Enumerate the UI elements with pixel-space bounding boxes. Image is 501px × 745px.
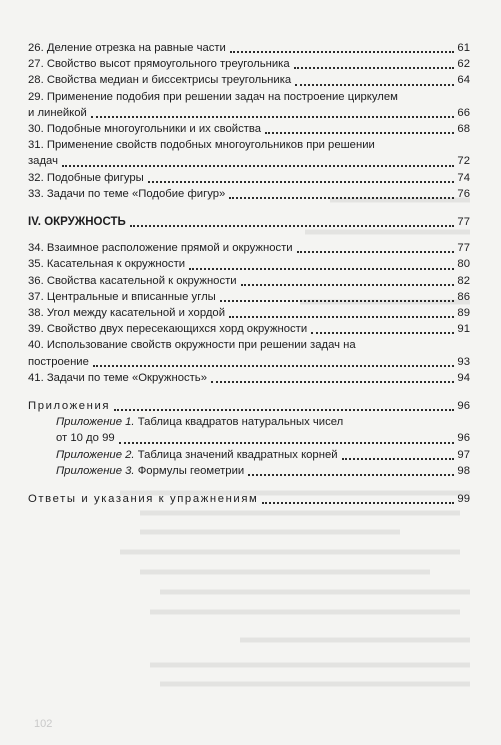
- toc-entry-39[interactable]: [28, 321, 470, 337]
- toc-entry-label: 32. Подобные фигуры: [28, 171, 144, 184]
- dot-leader: [262, 501, 454, 504]
- appendix-text-line2: от 10 до 99: [56, 432, 115, 445]
- dot-leader: [114, 408, 454, 411]
- dot-leader: [148, 180, 454, 183]
- toc-entry-label: 41. Задачи по теме «Окружность»: [28, 371, 207, 384]
- toc-entry-label-line2: задач: [28, 155, 58, 168]
- toc-entry-page: 99: [457, 493, 470, 506]
- toc-entry-page: 66: [457, 106, 470, 119]
- toc-entry-36[interactable]: [28, 273, 470, 289]
- appendix-title: Приложения: [28, 400, 111, 413]
- toc-entry-page: 82: [457, 274, 470, 287]
- toc-entry-29[interactable]: [28, 89, 470, 121]
- toc-entry-label: 34. Взаимное расположение прямой и окружности: [28, 242, 293, 255]
- toc-appendix-1[interactable]: [28, 414, 470, 446]
- appendix-label: Приложение 3.: [56, 464, 135, 477]
- toc-entry-page: 86: [457, 290, 470, 303]
- toc-entry-27[interactable]: [28, 56, 470, 72]
- toc-entry-label: 28. Свойства медиан и биссектрисы треугольника: [28, 74, 292, 87]
- toc-entry-41[interactable]: [28, 370, 470, 386]
- toc-entry-label: 39. Свойство двух пересекающихся хорд окружности: [28, 323, 308, 336]
- dot-leader: [295, 83, 454, 86]
- dot-leader: [130, 224, 454, 227]
- toc-entry-label: 26. Деление отрезка на равные части: [28, 42, 226, 54]
- toc-appendix[interactable]: [28, 398, 470, 414]
- table-of-contents: [28, 40, 470, 507]
- toc-answers[interactable]: [28, 491, 470, 507]
- toc-entry-35[interactable]: [28, 256, 470, 272]
- toc-entry-page: 96: [457, 432, 470, 445]
- toc-entry-page: 77: [457, 242, 470, 255]
- toc-entry-page: 72: [457, 155, 470, 168]
- toc-entry-page: 61: [457, 42, 470, 54]
- dot-leader: [311, 331, 454, 334]
- dot-leader: [189, 267, 454, 270]
- toc-entry-label-line2: и линейкой: [28, 106, 87, 119]
- toc-entry-label: 37. Центральные и вписанные углы: [28, 290, 216, 303]
- toc-entry-page: 77: [457, 216, 470, 229]
- toc-entry-label: 27. Свойство высот прямоугольного треугольника: [28, 58, 290, 71]
- dot-leader: [294, 66, 454, 69]
- appendix-text: Таблица квадратов натуральных чисел: [134, 416, 344, 429]
- answers-title: Ответы и указания к упражнениям: [28, 493, 259, 506]
- toc-appendix-3[interactable]: [28, 463, 470, 479]
- dot-leader: [119, 441, 454, 444]
- toc-entry-page: 89: [457, 307, 470, 320]
- dot-leader: [211, 380, 454, 383]
- appendix-label: Приложение 2.: [56, 448, 135, 461]
- toc-entry-label-line1: 29. Применение подобия при решении задач на построение циркулем: [28, 90, 398, 103]
- toc-entry-label: 33. Задачи по теме «Подобие фигур»: [28, 187, 226, 200]
- toc-entry-page: 62: [457, 58, 470, 71]
- toc-entry-40[interactable]: [28, 337, 470, 369]
- appendix-label: Приложение 1.: [56, 416, 135, 429]
- dot-leader: [229, 196, 454, 199]
- toc-entry-28[interactable]: [28, 72, 470, 88]
- toc-appendix-2[interactable]: [28, 447, 470, 463]
- dot-leader: [265, 131, 454, 134]
- toc-entry-26[interactable]: [28, 40, 470, 56]
- toc-entry-page: 68: [457, 123, 470, 136]
- toc-entry-label: 36. Свойства касательной к окружности: [28, 274, 237, 287]
- dot-leader: [230, 50, 454, 53]
- toc-entry-label-line1: 31. Применение свойств подобных многоугольников при решении: [28, 139, 375, 152]
- toc-entry-page: 94: [457, 371, 470, 384]
- page-number: 102: [34, 718, 53, 730]
- section-title: IV. ОКРУЖНОСТЬ: [28, 216, 126, 229]
- toc-entry-label-line1: 40. Использование свойств окружности при решении задач на: [28, 339, 356, 352]
- dot-leader: [93, 364, 454, 367]
- toc-entry-30[interactable]: [28, 121, 470, 137]
- dot-leader: [62, 164, 454, 167]
- appendix-text: Формулы геометрии: [134, 464, 245, 477]
- toc-entry-37[interactable]: [28, 289, 470, 305]
- toc-entry-31[interactable]: [28, 137, 470, 169]
- toc-entry-34[interactable]: [28, 240, 470, 256]
- toc-entry-38[interactable]: [28, 305, 470, 321]
- toc-entry-page: 64: [457, 74, 470, 87]
- toc-entry-page: 97: [457, 448, 470, 461]
- dot-leader: [248, 473, 454, 476]
- dot-leader: [297, 250, 454, 253]
- toc-entry-page: 80: [457, 258, 470, 271]
- toc-entry-label: 35. Касательная к окружности: [28, 258, 186, 271]
- toc-entry-label-line2: построение: [28, 355, 89, 368]
- toc-entry-page: 93: [457, 355, 470, 368]
- dot-leader: [241, 283, 454, 286]
- toc-entry-32[interactable]: [28, 170, 470, 186]
- toc-entry-page: 76: [457, 187, 470, 200]
- toc-entry-page: 91: [457, 323, 470, 336]
- toc-entry-page: 98: [457, 464, 470, 477]
- dot-leader: [229, 315, 454, 318]
- dot-leader: [342, 457, 454, 460]
- appendix-text: Таблица значений квадратных корней: [134, 448, 338, 461]
- toc-entry-label: 30. Подобные многоугольники и их свойства: [28, 123, 262, 136]
- toc-entry-page: 96: [457, 400, 470, 413]
- toc-entry-label: 38. Угол между касательной и хордой: [28, 307, 226, 320]
- dot-leader: [220, 299, 454, 302]
- toc-section-iv[interactable]: [28, 214, 470, 230]
- dot-leader: [91, 115, 454, 118]
- toc-entry-33[interactable]: [28, 186, 470, 202]
- toc-entry-page: 74: [457, 171, 470, 184]
